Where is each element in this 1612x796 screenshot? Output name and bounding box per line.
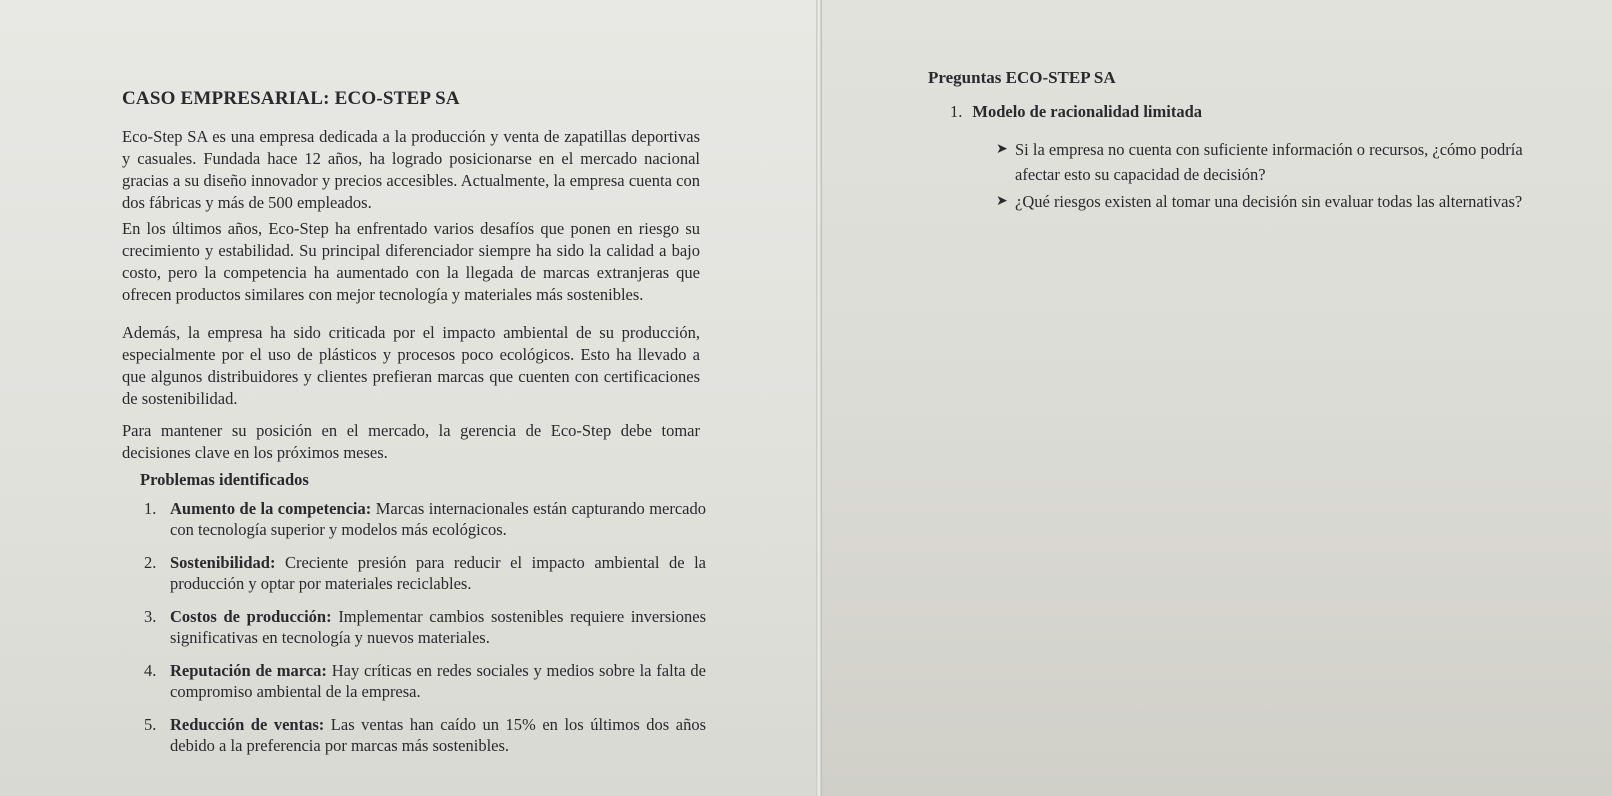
problem-text: Implementar cambios sostenibles requiere inversiones significativas en tecnología y nuevos materiales. (170, 607, 706, 647)
problem-label: Reducción de ventas: (170, 715, 325, 734)
question-item: Si la empresa no cuenta con suficiente información o recursos, ¿cómo podría afectar esto su capacidad de decisión? (1015, 140, 1523, 184)
problem-item (144, 552, 706, 594)
problem-label: Costos de producción: (170, 607, 332, 626)
problems-heading: Problemas identificados (140, 470, 309, 489)
right-page (822, 0, 1612, 796)
paragraph-challenges: En los últimos años, Eco-Step ha enfrentado varios desafíos que ponen en riesgo su crecimiento y estabilidad. Su principal diferenciador siempre ha sido la calidad a bajo costo, pero la competencia ha aumentado con la llegada de marcas extranjeras que ofrecen productos similares con mejor tecnología y materiales más sostenibles. (122, 219, 700, 304)
problem-number: 4. (144, 661, 157, 680)
arrow-bullet-icon: ➤ (996, 194, 1008, 209)
problem-item (144, 714, 706, 756)
case-title: CASO EMPRESARIAL: ECO-STEP SA (122, 88, 460, 109)
problem-number: 3. (144, 607, 157, 626)
problem-text: Marcas internacionales están capturando mercado con tecnología superior y modelos más ecológicos. (170, 499, 706, 539)
section-number: 1. (950, 102, 963, 121)
paragraph-intro: Eco-Step SA es una empresa dedicada a la producción y venta de zapatillas deportivas y casuales. Fundada hace 12 años, ha logrado posicionarse en el mercado nacional gracias a su diseño innovador y precios accesibles. Actualmente, la empresa cuenta con dos fábricas y más de 500 empleados. (122, 127, 700, 212)
problem-text: Creciente presión para reducir el impacto ambiental de la producción y optar por materiales reciclables. (170, 553, 706, 593)
problem-item (144, 660, 706, 702)
problem-item (144, 606, 706, 648)
problem-label: Sostenibilidad: (170, 553, 276, 572)
problem-number: 1. (144, 499, 157, 518)
problem-label: Reputación de marca: (170, 661, 327, 680)
problem-number: 2. (144, 553, 157, 572)
problem-label: Aumento de la competencia: (170, 499, 372, 518)
paragraph-decisions: Para mantener su posición en el mercado, la gerencia de Eco-Step debe tomar decisiones clave en los próximos meses. (122, 421, 700, 462)
section-heading (950, 102, 1202, 122)
paragraph-environment: Además, la empresa ha sido criticada por el impacto ambiental de su producción, especialmente por el uso de plásticos y procesos poco ecológicos. Esto ha llevado a que algunos distribuidores y clientes prefieran marcas que cuenten con certificaciones de sostenibilidad. (122, 323, 700, 408)
section-title: Modelo de racionalidad limitada (972, 102, 1203, 121)
arrow-bullet-icon: ➤ (996, 142, 1008, 157)
question-item: ¿Qué riesgos existen al tomar una decisión sin evaluar todas las alternativas? (1015, 192, 1523, 211)
problem-number: 5. (144, 715, 157, 734)
questions-title: Preguntas ECO-STEP SA (928, 68, 1116, 87)
problem-item (144, 498, 706, 540)
problem-text: Las ventas han caído un 15% en los últimos dos años debido a la preferencia por marcas más sostenibles. (170, 715, 706, 755)
problem-text: Hay críticas en redes sociales y medios sobre la falta de compromiso ambiental de la empresa. (170, 661, 706, 701)
